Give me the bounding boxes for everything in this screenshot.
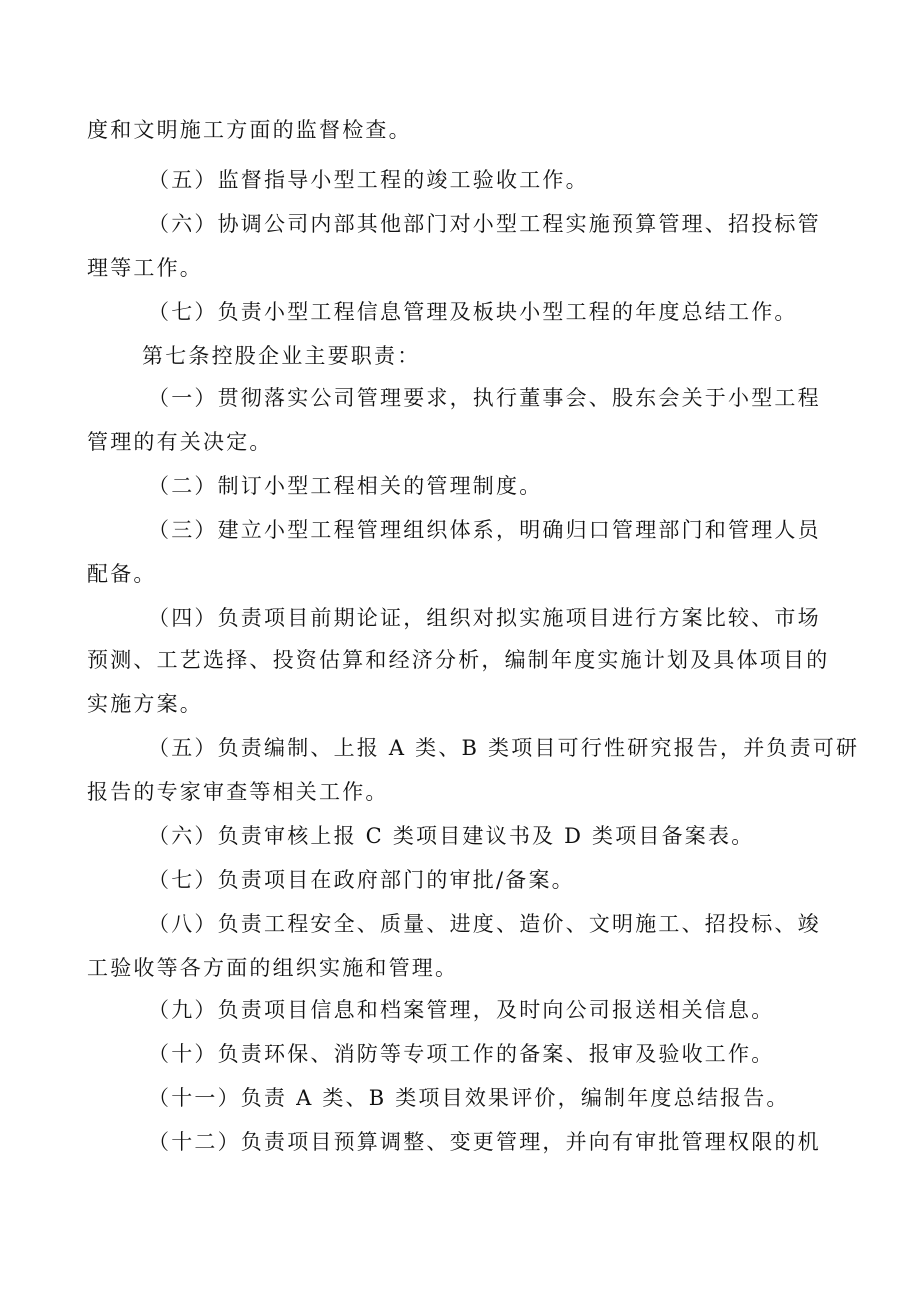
paragraph-line: （六）协调公司内部其他部门对小型工程实施预算管理、招投标管 [148, 212, 821, 236]
paragraph-line: 工验收等各方面的组织实施和管理。 [87, 956, 459, 980]
paragraph-line: 度和文明施工方面的监督检查。 [87, 118, 412, 142]
paragraph-line: 报告的专家审查等相关工作。 [87, 780, 389, 804]
paragraph-line: （八）负责工程安全、质量、进度、造价、文明施工、招投标、竣 [148, 912, 821, 936]
paragraph-line: （十一）负责 A 类、B 类项目效果评价，编制年度总结报告。 [148, 1086, 790, 1110]
paragraph-line: 实施方案。 [87, 692, 203, 716]
paragraph-line: （三）建立小型工程管理组织体系，明确归口管理部门和管理人员 [148, 518, 821, 542]
paragraph-line: （十二）负责项目预算调整、变更管理，并向有审批管理权限的机 [148, 1130, 821, 1154]
paragraph-line: 管理的有关决定。 [87, 430, 273, 454]
paragraph-line: 预测、工艺选择、投资估算和经济分析，编制年度实施计划及具体项目的 [87, 648, 830, 672]
paragraph-line: （二）制订小型工程相关的管理制度。 [148, 474, 543, 498]
paragraph-line: （六）负责审核上报 C 类项目建议书及 D 类项目备案表。 [148, 824, 755, 848]
paragraph-line: （九）负责项目信息和档案管理，及时向公司报送相关信息。 [148, 998, 775, 1022]
paragraph-line: （七）负责小型工程信息管理及板块小型工程的年度总结工作。 [148, 300, 798, 324]
paragraph-line: （五）监督指导小型工程的竣工验收工作。 [148, 168, 589, 192]
paragraph-line: 理等工作。 [87, 256, 203, 280]
paragraph-line: （十）负责环保、消防等专项工作的备案、报审及验收工作。 [148, 1042, 775, 1066]
article-heading: 第七条控股企业主要职责： [142, 344, 421, 368]
paragraph-line: （五）负责编制、上报 A 类、B 类项目可行性研究报告，并负责可研 [148, 736, 860, 760]
paragraph-line: （四）负责项目前期论证，组织对拟实施项目进行方案比较、市场 [148, 606, 821, 630]
paragraph-line: （一）贯彻落实公司管理要求，执行董事会、股东会关于小型工程 [148, 386, 821, 410]
paragraph-line: （七）负责项目在政府部门的审批/备案。 [148, 868, 575, 892]
paragraph-line: 配备。 [87, 562, 157, 586]
